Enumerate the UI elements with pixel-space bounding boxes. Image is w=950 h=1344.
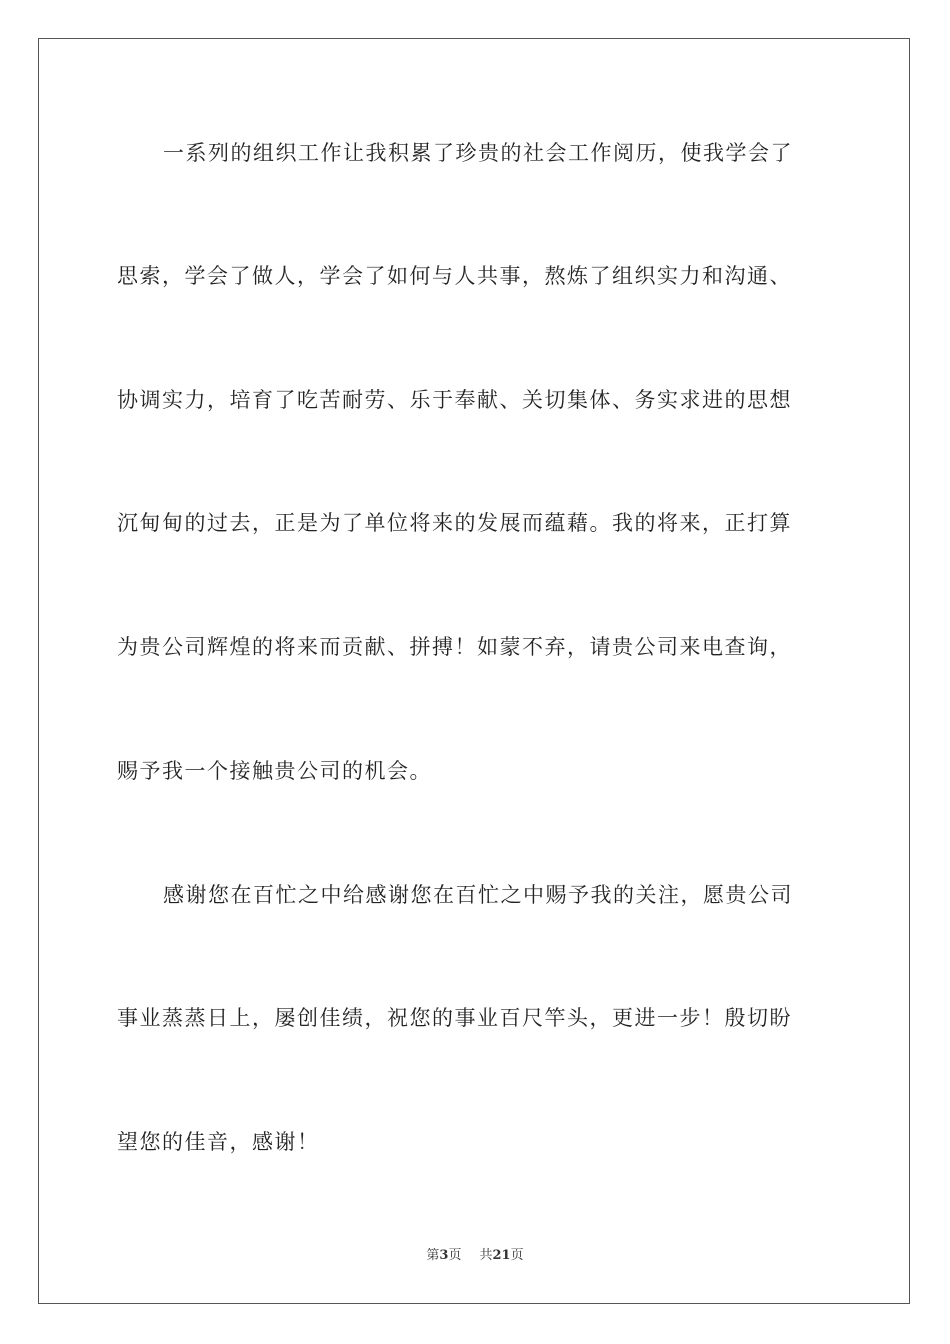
footer-total-pages: 21 — [492, 1248, 511, 1263]
page-footer — [0, 1247, 950, 1265]
footer-page-suffix: 页 — [448, 1248, 462, 1263]
footer-page-number: 3 — [439, 1248, 449, 1263]
paragraph-line: 为贵公司辉煌的将来而贡献、拼搏！如蒙不弃，请贵公司来电查询， — [117, 635, 792, 659]
paragraph-line: 赐予我一个接触贵公司的机会。 — [117, 759, 432, 783]
paragraph-line: 思索，学会了做人，学会了如何与人共事，熬炼了组织实力和沟通、 — [117, 264, 792, 288]
page-border — [38, 38, 910, 1304]
footer-total-prefix: 共 — [479, 1248, 493, 1263]
paragraph-line: 事业蒸蒸日上，屡创佳绩，祝您的事业百尺竿头，更进一步！殷切盼 — [117, 1006, 792, 1030]
paragraph-line: 沉甸甸的过去，正是为了单位将来的发展而蕴藉。我的将来，正打算 — [117, 511, 792, 535]
paragraph-line: 望您的佳音，感谢！ — [117, 1130, 320, 1154]
paragraph-line: 协调实力，培育了吃苦耐劳、乐于奉献、关切集体、务实求进的思想 — [117, 388, 792, 412]
paragraph-line: 感谢您在百忙之中给感谢您在百忙之中赐予我的关注，愿贵公司 — [163, 883, 793, 907]
footer-total-suffix: 页 — [510, 1248, 524, 1263]
footer-page-prefix: 第 — [426, 1248, 440, 1263]
paragraph-line: 一系列的组织工作让我积累了珍贵的社会工作阅历，使我学会了 — [163, 141, 793, 165]
